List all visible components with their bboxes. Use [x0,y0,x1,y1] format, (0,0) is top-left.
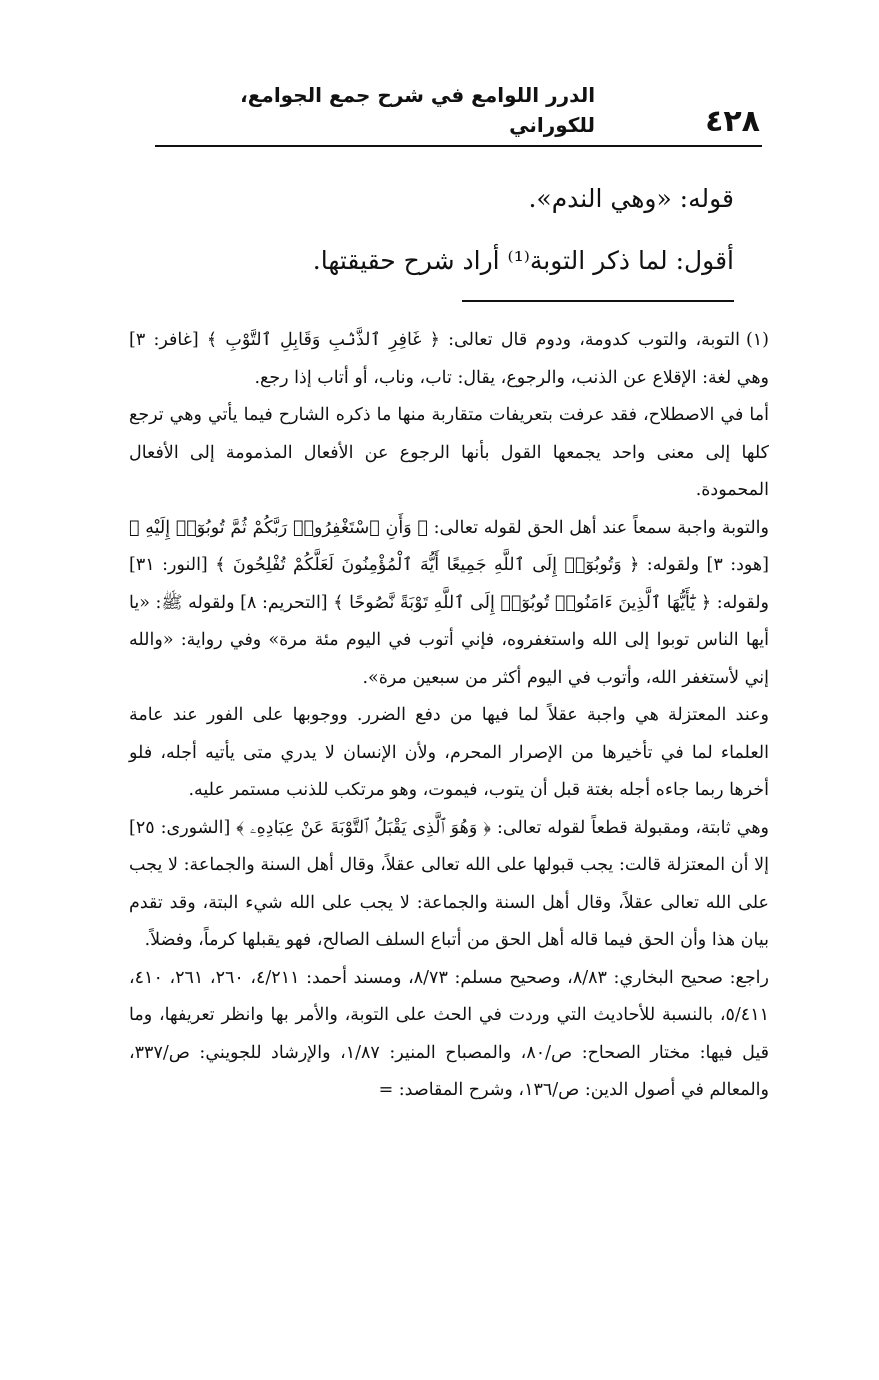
main-text-line: أقول: لما ذكر التوبة⁽¹⁾ أراد شرح حقيقتها. [312,246,734,275]
running-header [160,83,760,140]
footnote-paragraph-text: التوبة، والتوب كدومة، ودوم قال تعالى: ﴿ غَافِرِ ٱلذَّنۢبِ وَقَابِلِ ٱلتَّوْبِ ﴾ [غافر: ٣] وهي لغة: الإقلاع عن الذنب، والرجوع، يقال: تاب، وناب، أو أتاب إذا رجع. [129,330,769,388]
footnote-block [129,322,769,1110]
page-number: ٤٢٨ [705,104,760,139]
footnote-paragraph: أما في الاصطلاح، فقد عرفت بتعريفات متقاربة منها ما ذكره الشارح فيما يأتي وهي ترجع كلها إلى معنى واحد يجمعها القول بأنها الرجوع عن الأفعال المذمومة إلى الأفعال المحمودة. [129,405,769,500]
footnote-paragraph: وهي ثابتة، ومقبولة قطعاً لقوله تعالى: ﴿ وَهُوَ ٱلَّذِى يَقْبَلُ ٱلتَّوْبَةَ عَنْ عِبَادِهِۦ ﴾ [الشورى: ٢٥] إلا أن المعتزلة قالت: يجب قبولها على الله تعالى عقلاً، وقال أهل السنة والجماعة: لا يجب على الله تعالى عقلاً، وقال أهل السنة والجماعة: لا يجب على الله شيء البتة، وقد تقدم بيان هذا وأن الحق فيما قاله أهل الحق من أتباع السلف الصالح، فهو يقبلها كرماً، وفضلاً. [129,817,769,950]
footnote-paragraph: راجع: صحيح البخاري: ٨/٨٣، وصحيح مسلم: ٨/٧٣، ومسند أحمد: ٤/٢١١، ٢٦٠، ٢٦١، ٤١٠، ٥/٤١١، بالنسبة للأحاديث التي وردت في الحث على التوبة، والأمر بها وانظر تعريفها، وما قيل فيها: مختار الصحاح: ص/٨٠، والمصباح المنير: ١/٨٧، والإرشاد للجويني: ص/٣٣٧، والمعالم في أصول الدين: ص/١٣٦، وشرح المقاصد: = [129,967,769,1100]
main-text [144,168,734,292]
main-text-line: قوله: «وهي الندم». [528,184,734,213]
footnote-marker: (١) [745,330,769,350]
running-title: الدرر اللوامع في شرح جمع الجوامع، للكوراني [240,83,596,137]
footnote-paragraph [129,322,769,397]
footnote-paragraph: وعند المعتزلة هي واجبة عقلاً لما فيها من دفع الضرر. ووجوبها على الفور عند عامة العلماء لما في تأخيرها من الإصرار المحرم، ولأن الإنسان لا يدري متى يأتيه أجله، فلو أخرها ربما جاءه أجله بغتة قبل أن يتوب، فيموت، وهو مرتكب للذنب مستمر عليه. [129,705,769,800]
footnote-paragraph: والتوبة واجبة سمعاً عند أهل الحق لقوله تعالى: ﴿ وَأَنِ ٱسْتَغْفِرُوا۟ رَبَّكُمْ ثُمَّ تُوبُوٓا۟ إِلَيْهِ ﴾ [هود: ٣] ولقوله: ﴿ وَتُوبُوٓا۟ إِلَى ٱللَّهِ جَمِيعًا أَيُّهَ ٱلْمُؤْمِنُونَ لَعَلَّكُمْ تُفْلِحُونَ ﴾ [النور: ٣١] ولقوله: ﴿ يَٰٓأَيُّهَا ٱلَّذِينَ ءَامَنُوا۟ تُوبُوٓا۟ إِلَى ٱللَّهِ تَوْبَةً نَّصُوحًا ﴾ [التحريم: ٨] ولقوله ﷺ: «يا أيها الناس توبوا إلى الله واستغفروه، فإني أتوب في اليوم مئة مرة» وفي رواية: «والله إني لأستغفر الله، وأتوب في اليوم أكثر من سبعين مرة». [129,517,769,688]
header-divider [155,145,762,147]
footnote-divider [462,300,734,302]
